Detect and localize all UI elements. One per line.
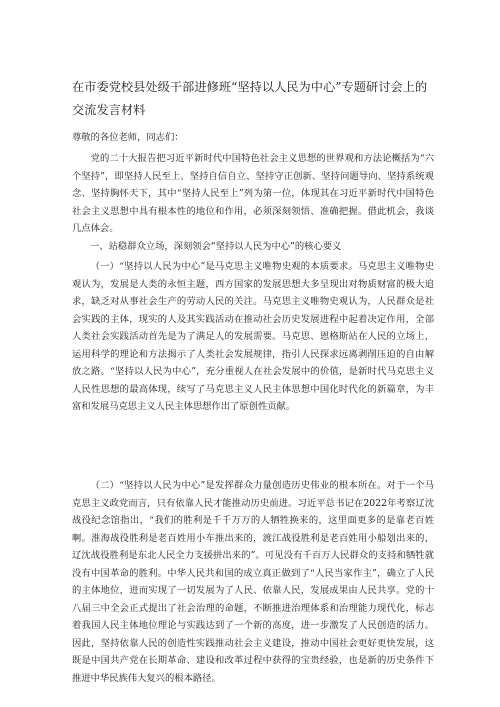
point-2-paragraph: （二）“坚持以人民为中心”是发挥群众力量创造历史伟业的根本所在。对于一个马克思主义政党而言，只有依靠人民才能推动历史前进。习近平总书记在2022年考察辽沈战役纪念馆指出，“我们的胜利是千千万万的人牺牲换来的，这里面更多的是靠老百姓啊。淮海战役胜利是老百姓用小车推出来的，渡江战役胜利是老百姓用小船划出来的，辽沈战役胜利是东北人民全力支援拼出来的”。可见没有千百万人民群众的支持和牺牲就没有中国革命的胜利。中华人民共和国的成立真正做到了“人民当家作主”，确立了人民的主体地位，进而实现了一切发展为了人民、依靠人民，发展成果由人民共享。党的十八届三中全会正式提出了社会治理的命题，不断推进治理体系和治理能力现代化，标志着我国人民主体地位理论与实践达到了一个新的高度，进一步激发了人民创造的活力。因此，坚持依靠人民的创造性实践推动社会主义建设，推动中国社会更好更快发展，这既是中国共产党在长期革命、建设和改革过程中获得的宝贵经验，也是新的历史条件下推进中华民族伟大复兴的根本路径。 bbox=[72, 480, 434, 685]
intro-paragraph: 党的二十大报告把习近平新时代中国特色社会主义思想的世界观和方法论概括为“六个坚持”，即坚持人民至上、坚持自信自立、坚持守正创新、坚持问题导向、坚持系统观念、坚持胸怀天下，其中“坚持人民至上”列为第一位，体现其在习近平新时代中国特色社会主义思想中具有根本性的地位和作用，必须深刻领悟、准确把握。借此机会，我谈几点体会。 bbox=[72, 153, 434, 235]
document-title-line-1: 在市委党校县处级干部进修班“坚持以人民为中心”专题研讨会上的 bbox=[72, 80, 428, 94]
point-1-paragraph: （一）“坚持以人民为中心”是马克思主义唯物史观的本质要求。马克思主义唯物史观认为，发展是人类的永恒主题，西方国家的发展思想大多呈现出对物质财富的极大追求，缺乏对从事社会生产的劳动人民的关注。马克思主义唯物史观认为，人民群众是社会实践的主体，现实的人及其实践活动在推动社会历史发展进程中起着决定作用，全部人类社会实践活动首先是为了满足人的发展需要。马克思、恩格斯站在人民的立场上，运用科学的理论和方法揭示了人类社会发展规律，指引人民探求远离剥削压迫的自由解放之路。“坚持以人民为中心”，充分重视人在社会发展中的价值，是新时代马克思主义人民性思想的最高体现，续写了马克思主义人民主体思想中国化时代化的新篇章，为丰富和发展马克思主义人民主体思想作出了原创性贡献。 bbox=[72, 261, 434, 413]
section-heading-1: 一、站稳群众立场，深刻领会“坚持以人民为中心”的核心要义 bbox=[90, 241, 342, 252]
document-title-line-2: 交流发言材料 bbox=[72, 103, 146, 117]
salutation: 尊敬的各位老师，同志们： bbox=[72, 132, 184, 143]
